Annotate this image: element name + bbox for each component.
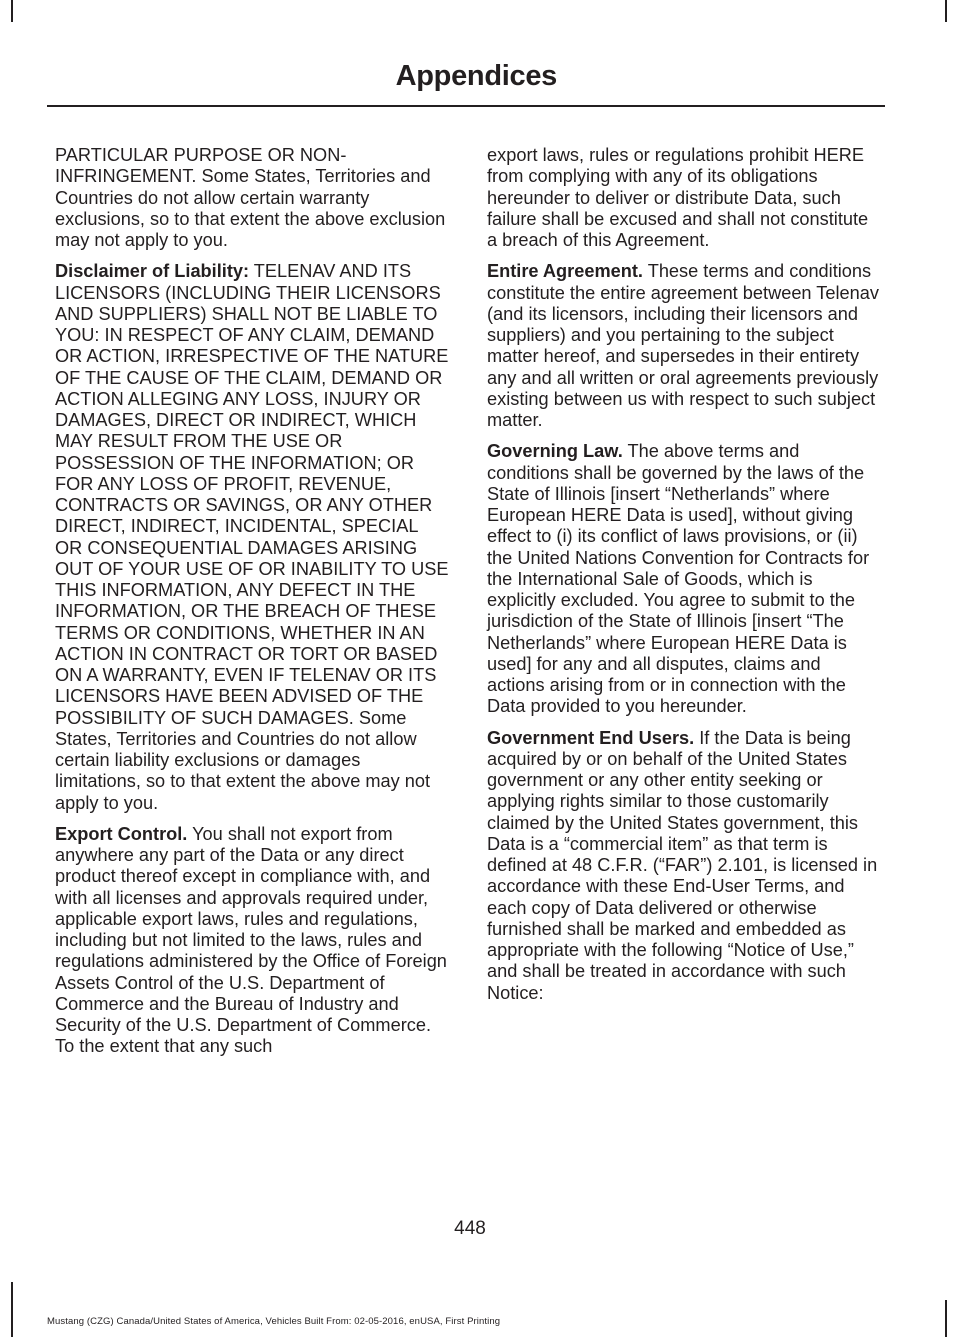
page-number: 448 <box>454 1218 486 1239</box>
paragraph-text: export laws, rules or regulations prohibit HERE from complying with any of its obligations hereunder to deliver or distribute Data, such failure shall be excused and shall not constitute a breach of this Agreement. <box>487 145 869 250</box>
paragraph-text: If the Data is being acquired by or on behalf of the United States government or any other entity seeking or applying rights similar to those customarily claimed by the United States government, this Data is a “commercial item” as that term is defined at 48 C.F.R. (“FAR”) 2.101, is licensed in accordance with these End-User Terms, and each copy of Data delivered or otherwise furnished shall be marked and embedded as appropriate with the following “Notice of Use,” and shall be treated in accordance with such Notice: <box>487 727 878 1003</box>
crop-mark-bottom-right-vertical <box>945 1300 947 1337</box>
paragraph-heading: Export Control. <box>55 823 188 844</box>
paragraph-text: These terms and conditions constitute the entire agreement between Telenav (and its licensors, including their licensors and suppliers) and you pertaining to the subject matter hereof, and supersedes in their entirety any and all written or oral agreements previously existing between us with respect to such subject matter. <box>487 261 879 430</box>
crop-mark-top-left-vertical <box>11 0 13 22</box>
paragraph-heading: Entire Agreement. <box>487 261 643 282</box>
paragraph-heading: Government End Users. <box>487 727 695 748</box>
crop-mark-top-right-vertical <box>945 0 947 22</box>
paragraph-heading: Governing Law. <box>487 441 623 462</box>
right-column <box>487 145 882 1014</box>
header-divider <box>47 105 885 107</box>
paragraph-governing-law <box>487 441 882 717</box>
left-column <box>55 145 450 1068</box>
paragraph <box>487 145 882 251</box>
paragraph-entire-agreement <box>487 261 882 431</box>
paragraph-text: PARTICULAR PURPOSE OR NON-INFRINGEMENT. Some States, Territories and Countries do not allow certain warranty exclusions, so to that extent the above exclusion may not apply to you. <box>55 145 446 250</box>
crop-mark-bottom-left-vertical <box>11 1282 13 1337</box>
paragraph-text: You shall not export from anywhere any part of the Data or any direct product thereof except in compliance with, and with all licenses and approvals required under, applicable export laws, rules and regulations, including but not limited to the laws, rules and regulations administered by the Office of Foreign Assets Control of the U.S. Department of Commerce and the Bureau of Industry and Security of the U.S. Department of Commerce. To the extent that any such <box>55 823 447 1057</box>
paragraph-text: TELENAV AND ITS LICENSORS (INCLUDING THEIR LICENSORS AND SUPPLIERS) SHALL NOT BE LIABLE TO YOU: IN RESPECT OF ANY CLAIM, DEMAND OR ACTION, IRRESPECTIVE OF THE NATURE OF THE CAUSE OF THE CLAIM, DEMAND OR ACTION ALLEGING ANY LOSS, INJURY OR DAMAGES, DIRECT OR INDIRECT, WHICH MAY RESULT FROM THE USE OR POSSESSION OF THE INFORMATION; OR FOR ANY LOSS OF PROFIT, REVENUE, CONTRACTS OR SAVINGS, OR ANY OTHER DIRECT, INDIRECT, INCIDENTAL, SPECIAL OR CONSEQUENTIAL DAMAGES ARISING OUT OF YOUR USE OF OR INABILITY TO USE THIS INFORMATION, ANY DEFECT IN THE INFORMATION, OR THE BREACH OF THESE TERMS OR CONDITIONS, WHETHER IN AN ACTION IN CONTRACT OR TORT OR BASED ON A WARRANTY, EVEN IF TELENAV OR ITS LICENSORS HAVE BEEN ADVISED OF THE POSSIBILITY OF SUCH DAMAGES. Some States, Territories and Countries do not allow certain liability exclusions or damages limitations, so to that extent the above may not apply to you. <box>55 261 449 813</box>
paragraph-government-end-users <box>487 728 882 1004</box>
page-title: Appendices <box>395 60 557 92</box>
paragraph-text: The above terms and conditions shall be governed by the laws of the State of Illinois [insert “Netherlands” where European HERE Data is used], without giving effect to (i) its conflict of laws provisions, or (ii) the United Nations Convention for Contracts for the International Sale of Goods, which is explicitly excluded. You agree to submit to the jurisdiction of the State of Illinois [insert “The Netherlands” where European HERE Data is used] for any and all disputes, claims and actions arising from or in connection with the Data provided to you hereunder. <box>487 441 870 717</box>
paragraph-disclaimer-of-liability <box>55 261 450 814</box>
paragraph-export-control <box>55 824 450 1058</box>
footer-text: Mustang (CZG) Canada/United States of America, Vehicles Built From: 02-05-2016, enUSA, First Printing <box>47 1316 501 1327</box>
paragraph-heading: Disclaimer of Liability: <box>55 261 250 282</box>
paragraph <box>55 145 450 251</box>
